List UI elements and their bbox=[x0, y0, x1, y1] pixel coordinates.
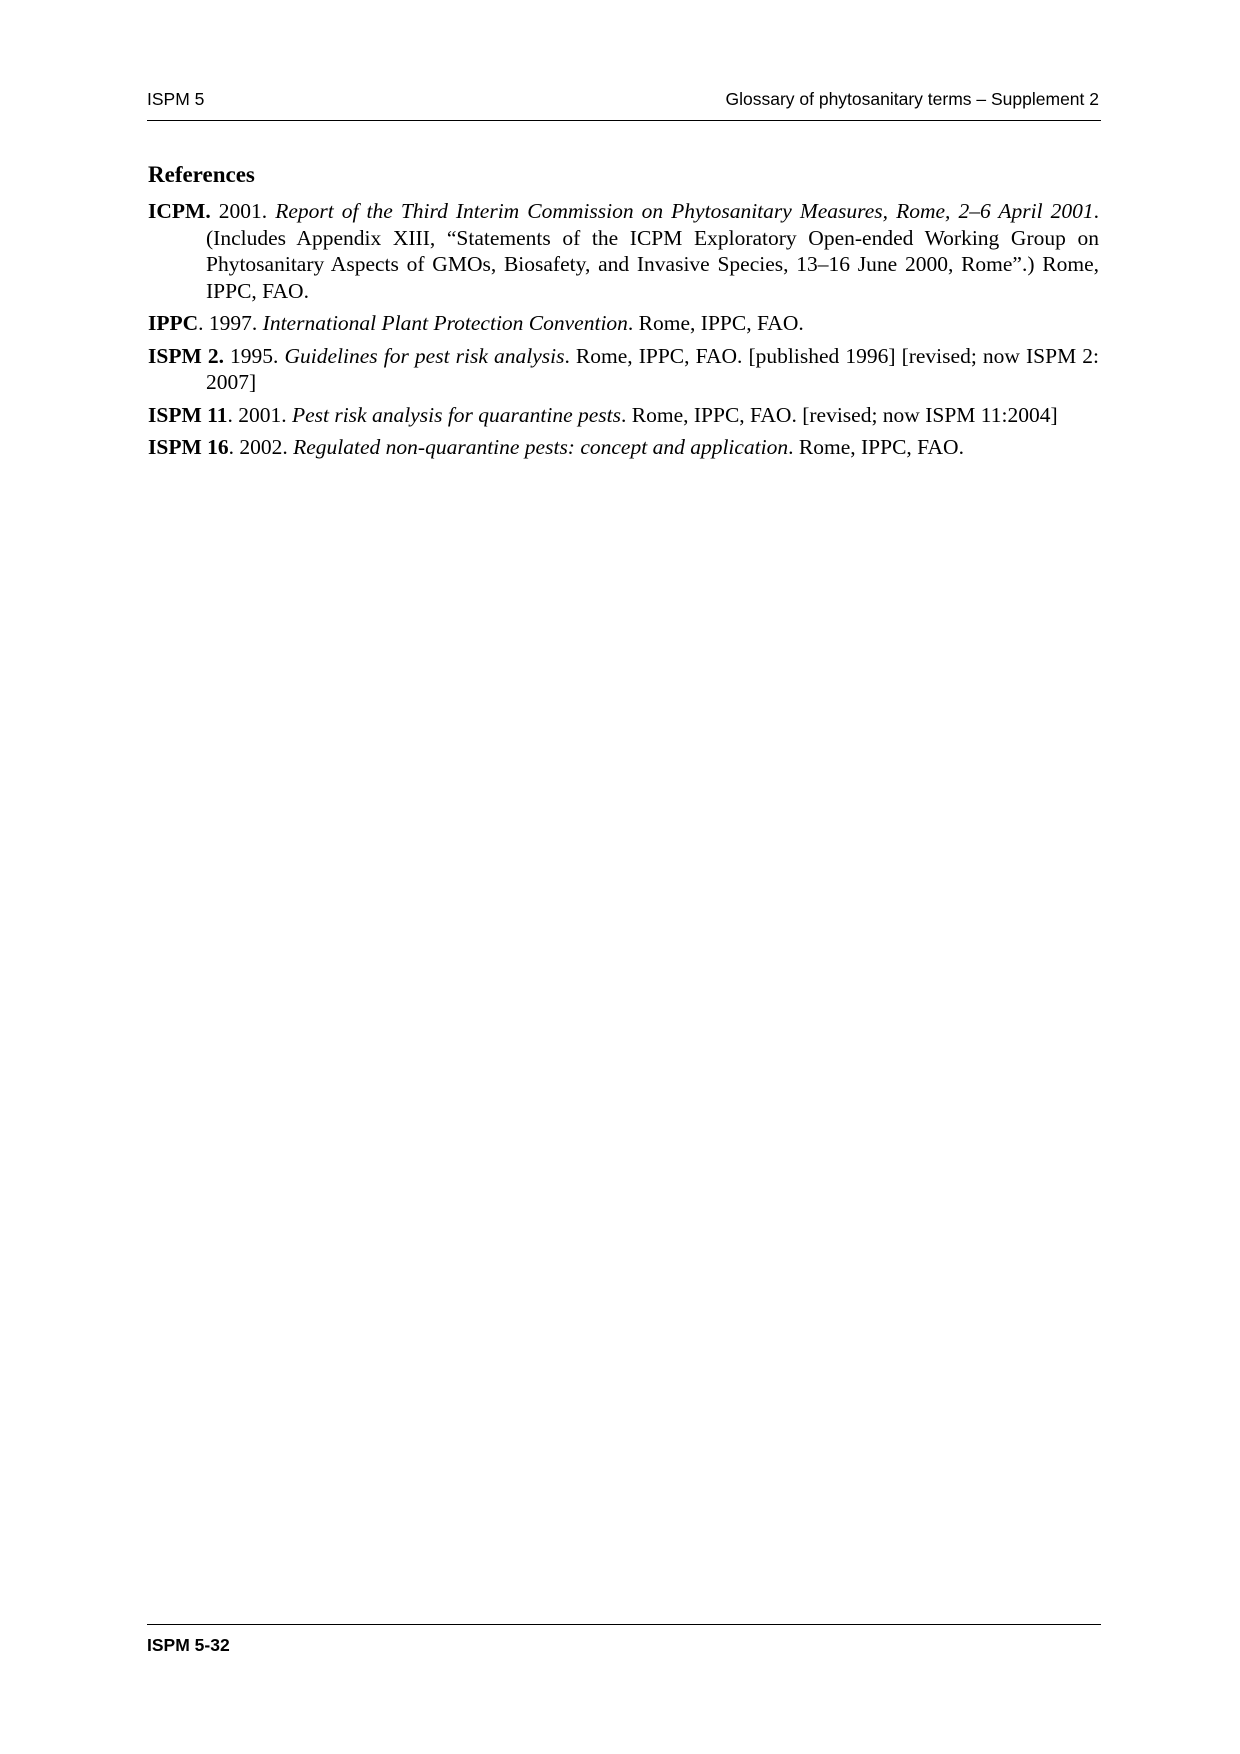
reference-author: ISPM 16 bbox=[148, 435, 229, 459]
references-section bbox=[148, 160, 1099, 467]
reference-title: Guidelines for pest risk analysis bbox=[284, 343, 565, 368]
reference-details: . Rome, IPPC, FAO. bbox=[788, 435, 964, 459]
reference-details: . (Includes Appendix XIII, “Statements of the ICPM Exploratory Open-ended Working Group on Phytosanitary Aspects of GMOs, Biosafety, and Invasive Species, 13–16 June 2000, Rome”.) Rome, IPPC, FAO. bbox=[206, 199, 1099, 303]
page-footer bbox=[147, 1624, 1101, 1655]
reference-year: 1995. bbox=[223, 343, 285, 368]
reference-author: ISPM 11 bbox=[148, 402, 228, 427]
reference-item-ippc bbox=[148, 310, 1099, 337]
page-number: ISPM 5-32 bbox=[147, 1635, 230, 1655]
reference-title: Report of the Third Interim Commission on Phytosanitary Measures, Rome, 2–6 April 2001 bbox=[275, 199, 1094, 223]
header-standard-number: ISPM 5 bbox=[147, 89, 205, 109]
reference-title: Regulated non-quarantine pests: concept and application bbox=[293, 435, 789, 459]
reference-year: . 2002. bbox=[228, 435, 294, 459]
reference-year: 2001. bbox=[210, 199, 276, 223]
reference-item-ispm-16 bbox=[148, 434, 1099, 461]
reference-item-ispm-2 bbox=[148, 343, 1099, 396]
reference-year: . 2001. bbox=[227, 402, 292, 427]
reference-details: . Rome, IPPC, FAO. bbox=[627, 311, 804, 335]
reference-author: ISPM 2. bbox=[148, 343, 224, 368]
reference-item-icpm bbox=[148, 198, 1099, 304]
page-header bbox=[147, 86, 1101, 121]
references-heading: References bbox=[148, 162, 255, 187]
reference-year: . 1997. bbox=[198, 311, 263, 335]
header-document-title: Glossary of phytosanitary terms – Supplement 2 bbox=[725, 89, 1099, 109]
reference-details: . Rome, IPPC, FAO. [published 1996] [revised; now ISPM 2: 2007] bbox=[206, 343, 1099, 394]
reference-title: International Plant Protection Convention bbox=[262, 311, 628, 335]
reference-item-ispm-11 bbox=[148, 402, 1099, 429]
reference-details: . Rome, IPPC, FAO. [revised; now ISPM 11:2004] bbox=[621, 402, 1058, 427]
reference-list bbox=[148, 198, 1099, 461]
reference-author: ICPM. bbox=[148, 199, 211, 223]
reference-author: IPPC bbox=[148, 311, 199, 335]
reference-title: Pest risk analysis for quarantine pests bbox=[291, 402, 622, 427]
